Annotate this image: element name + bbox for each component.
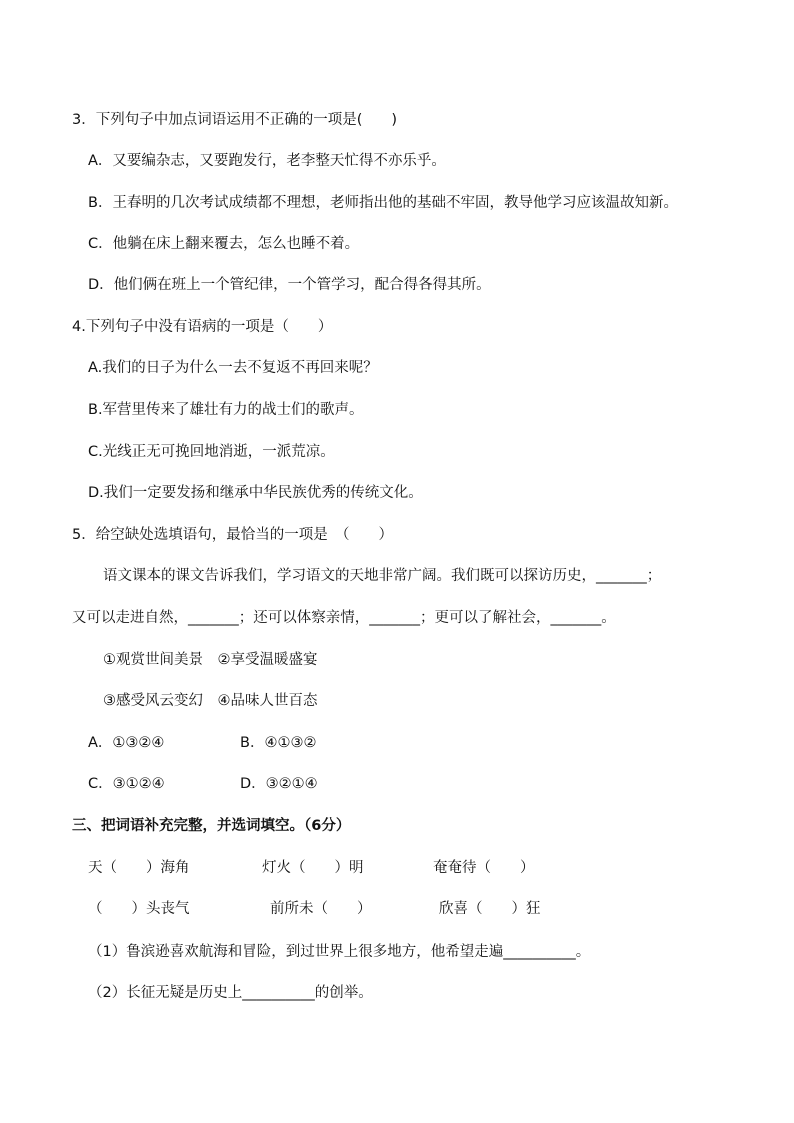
question-5-choices-row-2: ③感受风云变幻 ④品味人世百态: [103, 693, 318, 709]
word-blank-2: 灯火（ ）明: [262, 860, 364, 876]
question-3-option-c: C．他躺在床上翻来覆去，怎么也睡不着。: [88, 236, 360, 252]
question-4-option-c: C.光线正无可挽回地消逝，一派荒凉。: [88, 444, 335, 460]
fill-in-sentence-1: （1）鲁滨逊喜欢航海和冒险，到过世界上很多地方，他希望走遍__________。: [88, 944, 591, 960]
fill-in-sentence-2: （2）长征无疑是历史上__________的创举。: [88, 985, 373, 1001]
question-5-passage-line-2: 又可以走进自然，_______；还可以体察亲情，_______；更可以了解社会，_______。: [72, 610, 616, 626]
question-5-option-c: C．③①②④: [88, 776, 165, 792]
word-blank-6: 欣喜（ ）狂: [439, 901, 541, 917]
question-3-option-d: D．他们俩在班上一个管纪律，一个管学习，配合得各得其所。: [88, 277, 491, 293]
question-3-stem: 3．下列句子中加点词语运用不正确的一项是( ): [72, 112, 398, 128]
question-4-option-b: B.军营里传来了雄壮有力的战士们的歌声。: [88, 402, 364, 418]
word-blank-4: （ ）头丧气: [88, 901, 190, 917]
question-4-option-a: A.我们的日子为什么一去不复返不再回来呢？: [88, 360, 378, 376]
section-3-heading: 三、把词语补充完整，并选词填空。（6分）: [72, 818, 351, 834]
question-5-passage-line-1: 语文课本的课文告诉我们，学习语文的天地非常广阔。我们既可以探访历史，_______；: [103, 568, 662, 584]
question-5-stem: 5．给空缺处选填语句，最恰当的一项是 （ ）: [72, 527, 393, 543]
word-blank-1: 天（ ）海角: [88, 860, 190, 876]
question-3-option-b: B．王春明的几次考试成绩都不理想，老师指出他的基础不牢固，教导他学习应该温故知新。: [88, 195, 678, 211]
question-3-option-a: A．又要编杂志，又要跑发行，老李整天忙得不亦乐乎。: [88, 153, 446, 169]
question-5-option-a: A．①③②④: [88, 735, 165, 751]
question-4-option-d: D.我们一定要发扬和继承中华民族优秀的传统文化。: [88, 485, 423, 501]
question-5-choices-row-1: ①观赏世间美景 ②享受温暖盛宴: [103, 652, 318, 668]
question-4-stem: 4.下列句子中没有语病的一项是（ ）: [72, 319, 333, 335]
question-5-option-b: B．④①③②: [240, 735, 317, 751]
question-5-option-d: D．③②①④: [240, 776, 318, 792]
word-blank-3: 奄奄待（ ）: [433, 860, 535, 876]
word-blank-5: 前所未（ ）: [270, 901, 372, 917]
